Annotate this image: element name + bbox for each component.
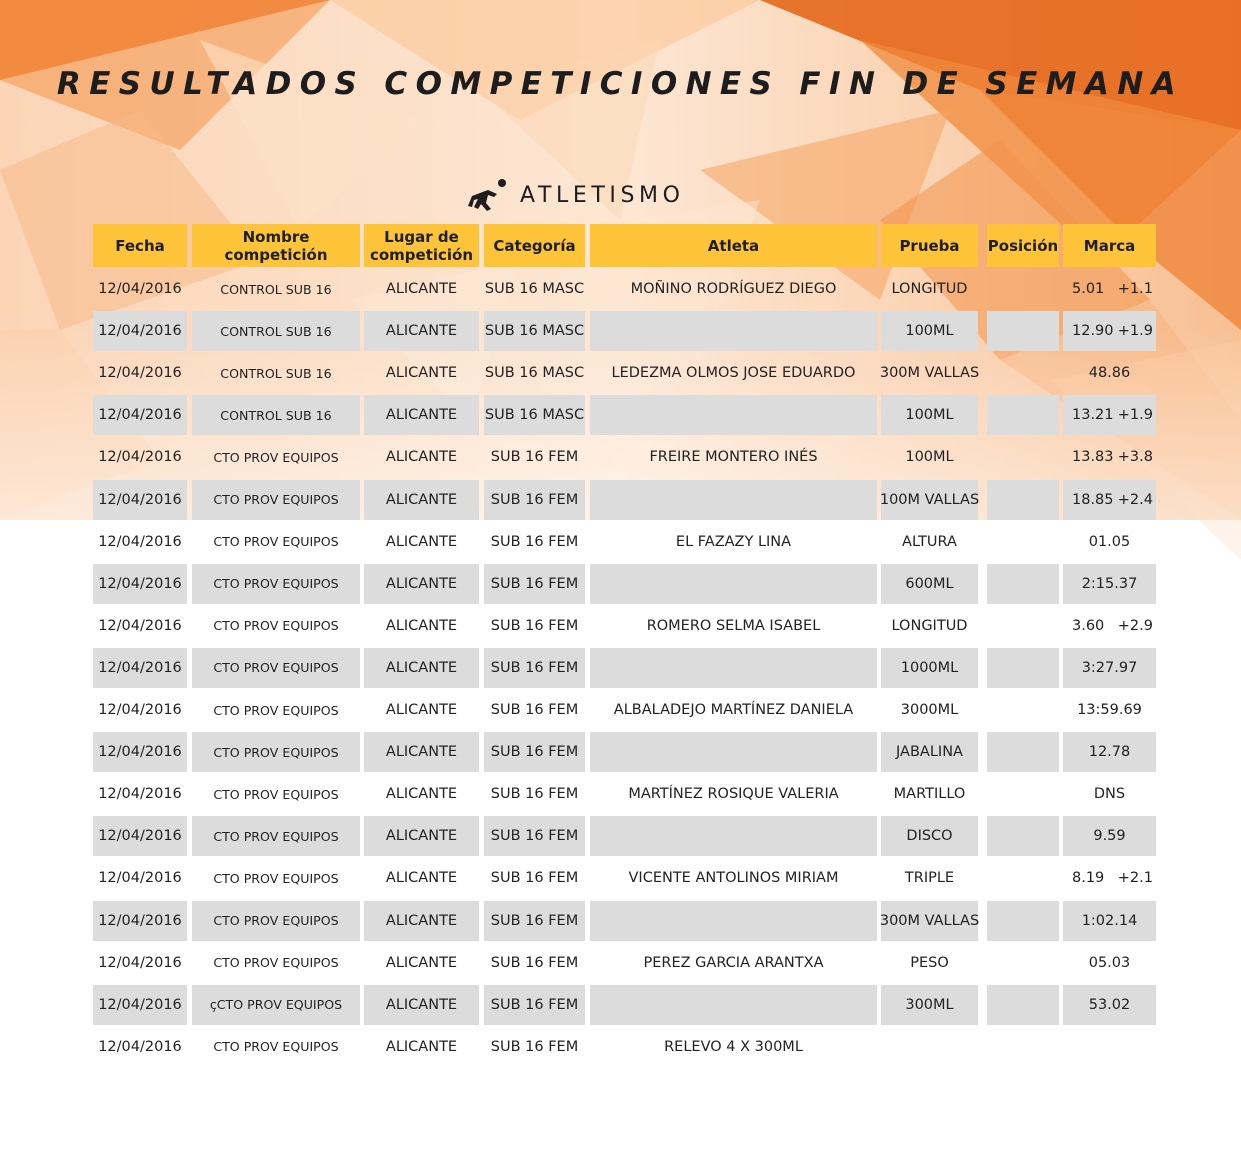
cell-fecha: 12/04/2016 <box>98 533 182 550</box>
marca-value: 1:02.14 <box>1081 912 1138 929</box>
wind-value: +3.8 <box>1117 449 1153 466</box>
cell-prueba: 600ML <box>881 564 978 604</box>
cell-prueba: 100ML <box>881 395 978 435</box>
cell-nombre-competicion: CTO PROV EQUIPOS <box>213 534 339 550</box>
cell-posicion <box>987 943 1059 983</box>
cell-posicion <box>987 1027 1059 1067</box>
cell-marca <box>1063 564 1156 604</box>
cell-prueba: MARTILLO <box>893 786 966 803</box>
cell-posicion <box>987 437 1059 477</box>
cell-atleta <box>590 564 877 604</box>
wind-value: +1.1 <box>1117 281 1153 298</box>
cell-marca <box>1063 395 1156 435</box>
cell-categoria: SUB 16 FEM <box>484 564 585 604</box>
cell-lugar: ALICANTE <box>385 617 458 634</box>
cell-prueba: JABALINA <box>881 732 978 772</box>
cell-categoria: SUB 16 FEM <box>490 449 579 466</box>
cell-atleta: ROMERO SELMA ISABEL <box>646 617 821 634</box>
cell-lugar: ALICANTE <box>364 816 479 856</box>
cell-nombre-competicion: CONTROL SUB 16 <box>220 365 332 381</box>
cell-nombre-competicion: CTO PROV EQUIPOS <box>192 732 360 772</box>
cell-posicion <box>987 606 1059 646</box>
cell-lugar: ALICANTE <box>385 1038 458 1055</box>
marca-value: 05.03 <box>1088 954 1131 971</box>
cell-nombre-competicion: çCTO PROV EQUIPOS <box>192 985 360 1025</box>
cell-posicion <box>987 732 1059 772</box>
cell-posicion <box>987 985 1059 1025</box>
marca-value: 18.85 <box>1072 491 1114 508</box>
cell-posicion <box>987 901 1059 941</box>
marca-value: 12.90 <box>1072 323 1114 340</box>
cell-fecha: 12/04/2016 <box>93 648 187 688</box>
cell-fecha: 12/04/2016 <box>93 732 187 772</box>
cell-categoria: SUB 16 FEM <box>484 985 585 1025</box>
cell-categoria: SUB 16 FEM <box>490 1038 579 1055</box>
cell-nombre-competicion: CTO PROV EQUIPOS <box>213 786 339 802</box>
cell-categoria: SUB 16 FEM <box>490 702 579 719</box>
cell-atleta <box>590 648 877 688</box>
column-header-posicion: Posición <box>987 224 1059 267</box>
cell-posicion <box>987 522 1059 562</box>
cell-atleta <box>590 311 877 351</box>
cell-atleta: FREIRE MONTERO INÉS <box>649 449 818 466</box>
cell-marca <box>1063 437 1156 477</box>
column-header-marca: Marca <box>1063 224 1156 267</box>
cell-marca <box>1063 353 1156 393</box>
cell-fecha: 12/04/2016 <box>98 954 182 971</box>
cell-nombre-competicion: CTO PROV EQUIPOS <box>192 901 360 941</box>
column-header-fecha: Fecha <box>93 224 187 267</box>
cell-lugar: ALICANTE <box>364 901 479 941</box>
cell-lugar: ALICANTE <box>364 985 479 1025</box>
cell-prueba <box>881 1027 978 1067</box>
column-header-atleta: Atleta <box>590 224 877 267</box>
cell-nombre-competicion: CTO PROV EQUIPOS <box>213 870 339 886</box>
wind-value: +2.1 <box>1117 870 1153 887</box>
cell-posicion <box>987 395 1059 435</box>
marca-value: DNS <box>1093 786 1126 803</box>
cell-lugar: ALICANTE <box>385 702 458 719</box>
marca-value: 13.83 <box>1072 449 1114 466</box>
cell-posicion <box>987 480 1059 520</box>
marca-value: 9.59 <box>1093 828 1126 845</box>
marca-value: 5.01 <box>1072 281 1105 298</box>
cell-nombre-competicion: CTO PROV EQUIPOS <box>192 816 360 856</box>
cell-lugar: ALICANTE <box>385 365 458 382</box>
cell-lugar: ALICANTE <box>385 533 458 550</box>
cell-lugar: ALICANTE <box>385 786 458 803</box>
cell-prueba: 300ML <box>881 985 978 1025</box>
cell-fecha: 12/04/2016 <box>93 311 187 351</box>
cell-marca <box>1063 522 1156 562</box>
cell-marca <box>1063 269 1156 309</box>
cell-posicion <box>987 858 1059 898</box>
cell-prueba: DISCO <box>881 816 978 856</box>
marca-value: 53.02 <box>1088 996 1131 1013</box>
column-header-prueba: Prueba <box>881 224 978 267</box>
cell-categoria: SUB 16 FEM <box>490 954 579 971</box>
cell-marca <box>1063 690 1156 730</box>
cell-categoria: SUB 16 FEM <box>484 816 585 856</box>
cell-categoria: SUB 16 MASC <box>484 311 585 351</box>
cell-marca <box>1063 943 1156 983</box>
cell-categoria: SUB 16 FEM <box>490 786 579 803</box>
cell-lugar: ALICANTE <box>364 564 479 604</box>
cell-fecha: 12/04/2016 <box>98 281 182 298</box>
cell-prueba: LONGITUD <box>891 281 968 298</box>
cell-categoria: SUB 16 FEM <box>490 617 579 634</box>
wind-value: +2.4 <box>1117 491 1153 508</box>
cell-posicion <box>987 353 1059 393</box>
cell-posicion <box>987 690 1059 730</box>
cell-atleta <box>590 732 877 772</box>
cell-fecha: 12/04/2016 <box>98 449 182 466</box>
cell-fecha: 12/04/2016 <box>93 480 187 520</box>
cell-atleta <box>590 985 877 1025</box>
marca-value: 2:15.37 <box>1081 575 1138 592</box>
cell-marca <box>1063 774 1156 814</box>
cell-nombre-competicion: CTO PROV EQUIPOS <box>213 449 339 465</box>
cell-prueba: LONGITUD <box>891 617 968 634</box>
cell-nombre-competicion: CTO PROV EQUIPOS <box>213 955 339 971</box>
marca-value: 3:27.97 <box>1081 659 1138 676</box>
cell-lugar: ALICANTE <box>385 954 458 971</box>
column-header-nombre-competicion: Nombre competición <box>192 224 360 267</box>
cell-fecha: 12/04/2016 <box>93 985 187 1025</box>
cell-marca <box>1063 816 1156 856</box>
cell-prueba: 300M VALLAS <box>881 901 978 941</box>
cell-categoria: SUB 16 MASC <box>484 281 585 298</box>
column-header-lugar: Lugar de competición <box>364 224 479 267</box>
cell-prueba: 100ML <box>905 449 954 466</box>
cell-atleta <box>590 901 877 941</box>
wind-value: +2.9 <box>1117 617 1153 634</box>
cell-nombre-competicion: CTO PROV EQUIPOS <box>192 480 360 520</box>
cell-categoria: SUB 16 MASC <box>484 365 585 382</box>
cell-atleta <box>590 480 877 520</box>
cell-nombre-competicion: CTO PROV EQUIPOS <box>192 648 360 688</box>
cell-marca <box>1063 648 1156 688</box>
cell-prueba: 100ML <box>881 311 978 351</box>
cell-nombre-competicion: CTO PROV EQUIPOS <box>192 564 360 604</box>
marca-value: 8.19 <box>1072 870 1105 887</box>
cell-lugar: ALICANTE <box>364 395 479 435</box>
cell-nombre-competicion: CONTROL SUB 16 <box>220 281 332 297</box>
cell-posicion <box>987 816 1059 856</box>
cell-fecha: 12/04/2016 <box>93 816 187 856</box>
marca-value: 12.78 <box>1088 744 1131 761</box>
cell-categoria: SUB 16 FEM <box>484 901 585 941</box>
cell-posicion <box>987 774 1059 814</box>
cell-categoria: SUB 16 FEM <box>484 648 585 688</box>
cell-prueba: PESO <box>910 954 949 971</box>
cell-posicion <box>987 269 1059 309</box>
cell-fecha: 12/04/2016 <box>98 702 182 719</box>
cell-categoria: SUB 16 FEM <box>490 870 579 887</box>
cell-lugar: ALICANTE <box>364 648 479 688</box>
cell-marca <box>1063 606 1156 646</box>
cell-fecha: 12/04/2016 <box>93 395 187 435</box>
cell-prueba: 100M VALLAS <box>881 480 978 520</box>
cell-nombre-competicion: CONTROL SUB 16 <box>192 311 360 351</box>
cell-marca <box>1063 732 1156 772</box>
marca-value: 13.21 <box>1072 407 1114 424</box>
marca-value: 48.86 <box>1088 365 1131 382</box>
wind-value: +1.9 <box>1117 407 1153 424</box>
cell-prueba: 3000ML <box>900 702 959 719</box>
cell-fecha: 12/04/2016 <box>98 1038 182 1055</box>
cell-lugar: ALICANTE <box>364 480 479 520</box>
cell-atleta: RELEVO 4 X 300ML <box>664 1038 803 1055</box>
marca-value: 3.60 <box>1072 617 1105 634</box>
cell-fecha: 12/04/2016 <box>93 901 187 941</box>
cell-lugar: ALICANTE <box>364 732 479 772</box>
cell-lugar: ALICANTE <box>385 449 458 466</box>
cell-prueba: 1000ML <box>881 648 978 688</box>
cell-atleta: LEDEZMA OLMOS JOSE EDUARDO <box>611 365 856 382</box>
cell-atleta <box>590 816 877 856</box>
cell-atleta: MOÑINO RODRÍGUEZ DIEGO <box>630 281 837 298</box>
cell-categoria: SUB 16 FEM <box>484 732 585 772</box>
cell-nombre-competicion: CONTROL SUB 16 <box>192 395 360 435</box>
cell-nombre-competicion: CTO PROV EQUIPOS <box>213 1039 339 1055</box>
column-header-categoria: Categoría <box>484 224 585 267</box>
cell-fecha: 12/04/2016 <box>98 870 182 887</box>
cell-fecha: 12/04/2016 <box>98 617 182 634</box>
cell-prueba: TRIPLE <box>904 870 955 887</box>
cell-lugar: ALICANTE <box>385 870 458 887</box>
cell-atleta: VICENTE ANTOLINOS MIRIAM <box>628 870 839 887</box>
wind-value: +1.9 <box>1117 323 1153 340</box>
cell-marca <box>1063 480 1156 520</box>
cell-marca <box>1063 858 1156 898</box>
cell-marca <box>1063 985 1156 1025</box>
cell-nombre-competicion: CTO PROV EQUIPOS <box>213 702 339 718</box>
cell-fecha: 12/04/2016 <box>98 365 182 382</box>
cell-posicion <box>987 311 1059 351</box>
cell-fecha: 12/04/2016 <box>93 564 187 604</box>
page-title: RESULTADOS COMPETICIONES FIN DE SEMANA <box>56 66 1185 102</box>
cell-posicion <box>987 648 1059 688</box>
cell-nombre-competicion: CTO PROV EQUIPOS <box>213 618 339 634</box>
cell-atleta: PEREZ GARCIA ARANTXA <box>643 954 824 971</box>
cell-categoria: SUB 16 FEM <box>484 480 585 520</box>
cell-fecha: 12/04/2016 <box>98 786 182 803</box>
marca-value: 13:59.69 <box>1077 702 1142 719</box>
cell-atleta: ALBALADEJO MARTÍNEZ DANIELA <box>613 702 854 719</box>
cell-prueba: ALTURA <box>902 533 957 550</box>
cell-prueba: 300M VALLAS <box>879 365 980 382</box>
cell-atleta: EL FAZAZY LINA <box>675 533 792 550</box>
cell-lugar: ALICANTE <box>385 281 458 298</box>
cell-atleta: MARTÍNEZ ROSIQUE VALERIA <box>628 786 839 803</box>
section-title: ATLETISMO <box>520 182 685 208</box>
cell-categoria: SUB 16 FEM <box>490 533 579 550</box>
marca-value: 01.05 <box>1088 533 1131 550</box>
cell-marca <box>1063 311 1156 351</box>
cell-marca <box>1063 1027 1156 1067</box>
cell-posicion <box>987 564 1059 604</box>
cell-lugar: ALICANTE <box>364 311 479 351</box>
cell-marca <box>1063 901 1156 941</box>
cell-categoria: SUB 16 MASC <box>484 395 585 435</box>
cell-atleta <box>590 395 877 435</box>
